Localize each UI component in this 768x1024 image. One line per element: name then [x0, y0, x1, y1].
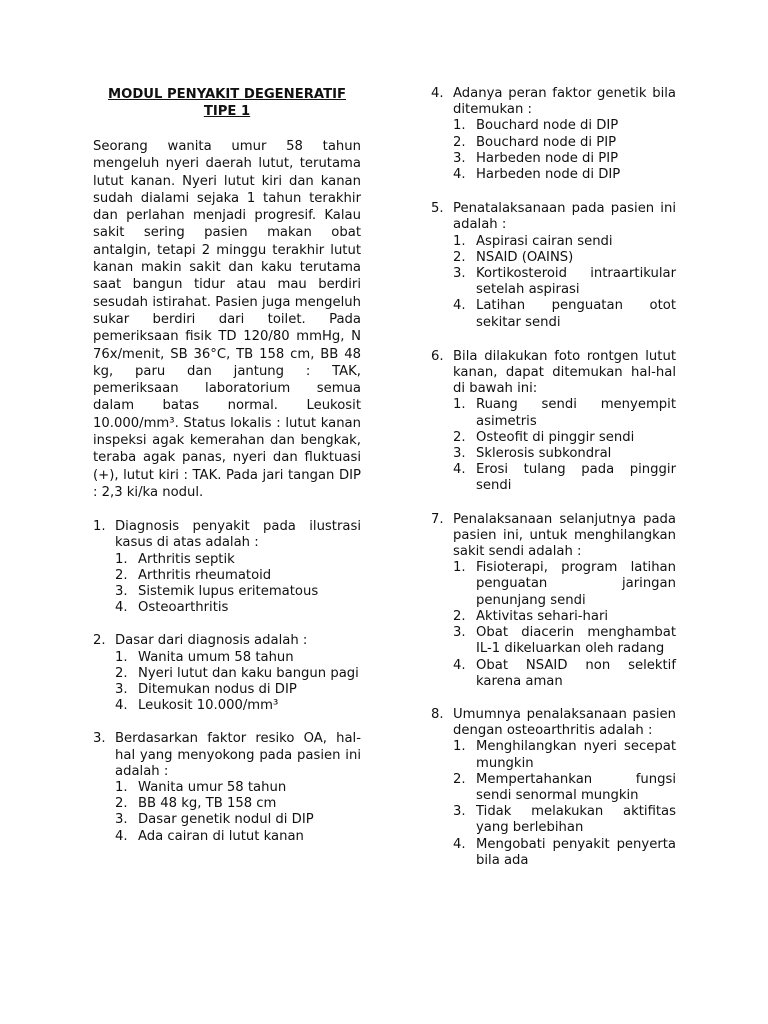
question-number: 6. [431, 348, 444, 364]
option-item: 4. Latihan penguatan otot sekitar sendi [453, 298, 676, 330]
option-text: Harbeden node di PIP [476, 150, 619, 166]
option-item: 3. Sistemik lupus eritematous [115, 584, 319, 600]
option-item: 1. Fisioterapi, program latihan penguatan jaringan penunjang sendi [453, 560, 676, 608]
option-item: 3. Harbeden node di PIP [453, 150, 619, 166]
question-number: 2. [93, 633, 106, 649]
question-number: 8. [431, 706, 444, 722]
option-text: Kortikosteroid intraartikular setelah aspirasi [476, 266, 676, 298]
question-stem: Umumnya penalaksanaan pasien dengan osteoarthritis adalah : [453, 706, 676, 739]
option-list [453, 739, 676, 869]
option-item: 4. Leukosit 10.000/mm³ [115, 698, 279, 714]
question-number: 5. [431, 201, 444, 217]
option-item: 3. Sklerosis subkondral [453, 446, 612, 462]
option-text: Obat diacerin menghambat IL-1 dikeluarkan oleh radang [476, 625, 676, 657]
option-item: 2. Aktivitas sehari-hari [453, 608, 609, 624]
option-text: Tidak melakukan aktifitas yang berlebihan [476, 804, 676, 836]
question-number: 7. [431, 511, 444, 527]
option-item: 1. Bouchard node di DIP [453, 118, 619, 134]
option-item: 1. Aspirasi cairan sendi [453, 233, 613, 249]
option-text: Leukosit 10.000/mm³ [138, 698, 279, 714]
option-text: Wanita umum 58 tahun [138, 649, 294, 665]
option-item: 4. Erosi tulang pada pinggir sendi [453, 462, 676, 494]
option-item: 1. Wanita umur 58 tahun [115, 780, 287, 796]
case-description: Seorang wanita umur 58 tahun mengeluh nyeri daerah lutut, terutama lutut kanan. Nyeri lutut kiri dan kanan sudah dialami sejaka 1 tahun terakhir dan perlahan menjadi progresif. Kalau sakit sering pasien makan obat antalgin, tetapi 2 minggu terakhir lutut kanan makin sakit dan kaku terutama saat bangun tidur atau mau berdiri sesudah istirahat. Pasien juga mengeluh sukar berdiri dari toilet. Pada pemeriksaan fisik TD 120/80 mmHg, N 76x/menit, SB 36°C, TB 158 cm, BB 48 kg, paru dan jantung : TAK, pemeriksaan laboratorium semua dalam batas normal. Leukosit 10.000/mm³. Status lokalis : lutut kanan inspeksi agak kemerahan dan bengkak, teraba agak panas, nyeri dan fluktuasi (+), lutut kiri : TAK. Pada jari tangan DIP : 2,3 ki/ka nodul. [93, 139, 361, 500]
option-text: Menghilangkan nyeri secepat mungkin [476, 739, 676, 771]
option-list [453, 560, 676, 690]
option-item: 2. Mempertahankan fungsi sendi senormal mungkin [453, 771, 676, 803]
option-text: Arthritis septik [138, 551, 235, 567]
option-item: 4. Mengobati penyakit penyerta bila ada [453, 836, 676, 868]
option-text: Fisioterapi, program latihan penguatan jaringan penunjang sendi [476, 560, 676, 608]
option-text: Obat NSAID non selektif karena aman [476, 657, 676, 689]
option-item: 2. Bouchard node di PIP [453, 134, 617, 150]
right-column [431, 86, 676, 869]
question-stem: Adanya peran faktor genetik bila ditemukan : [453, 86, 676, 118]
option-text: Ada cairan di lutut kanan [138, 828, 304, 844]
question-7 [431, 512, 676, 690]
option-item: 3. Tidak melakukan aktifitas yang berlebihan [453, 804, 676, 836]
question-2 [93, 633, 361, 714]
module-title: MODUL PENYAKIT DEGENERATIF TIPE 1 [108, 87, 346, 119]
option-text: NSAID (OAINS) [476, 249, 574, 265]
option-text: Ditemukan nodus di DIP [138, 682, 297, 698]
question-number: 1. [93, 519, 106, 535]
option-text: Mengobati penyakit penyerta bila ada [476, 836, 676, 868]
option-item: 3. Ditemukan nodus di DIP [115, 682, 297, 698]
option-list [115, 552, 361, 617]
question-number: 4. [431, 86, 444, 101]
option-item: 3. Kortikosteroid intraartikular setelah aspirasi [453, 266, 676, 298]
option-text: Bouchard node di DIP [476, 118, 619, 134]
option-item: 4. Harbeden node di DIP [453, 167, 621, 183]
option-list [453, 234, 676, 331]
option-text: Harbeden node di DIP [476, 167, 621, 183]
option-text: Osteoarthritis [138, 600, 229, 616]
option-text: Wanita umur 58 tahun [138, 780, 287, 796]
option-item: 2. Osteofit di pinggir sendi [453, 429, 635, 445]
question-4 [431, 86, 676, 183]
option-text: Aktivitas sehari-hari [476, 608, 609, 624]
option-text: Osteofit di pinggir sendi [476, 429, 635, 445]
option-list [453, 397, 676, 494]
question-number: 3. [93, 731, 106, 747]
question-5 [431, 201, 676, 331]
option-text: Dasar genetik nodul di DIP [138, 812, 314, 828]
option-list [453, 118, 676, 183]
option-text: BB 48 kg, TB 158 cm [138, 796, 277, 812]
option-item: 1. Ruang sendi menyempit asimetris [453, 397, 676, 429]
question-1 [93, 519, 361, 616]
question-3 [93, 731, 361, 844]
option-list [115, 780, 361, 845]
option-text: Mempertahankan fungsi sendi senormal mungkin [476, 771, 676, 803]
option-item: 1. Wanita umum 58 tahun [115, 649, 294, 665]
option-text: Sistemik lupus eritematous [138, 584, 319, 600]
option-text: Erosi tulang pada pinggir sendi [476, 462, 676, 494]
option-text: Sklerosis subkondral [476, 446, 612, 462]
question-stem: Berdasarkan faktor resiko OA, hal-hal yang menyokong pada pasien ini adalah : [115, 731, 361, 779]
option-item: 2. BB 48 kg, TB 158 cm [115, 796, 277, 812]
question-stem: Diagnosis penyakit pada ilustrasi kasus di atas adalah : [115, 519, 361, 551]
option-item: 2. NSAID (OAINS) [453, 249, 574, 265]
option-item: 3. Obat diacerin menghambat IL-1 dikeluarkan oleh radang [453, 625, 676, 657]
option-item: 3. Dasar genetik nodul di DIP [115, 812, 314, 828]
option-text: Bouchard node di PIP [476, 134, 617, 150]
option-item: 2. Arthritis rheumatoid [115, 567, 272, 583]
option-item: 1. Arthritis septik [115, 551, 235, 567]
option-text: Ruang sendi menyempit asimetris [476, 397, 676, 429]
question-stem: Penatalaksanaan pada pasien ini adalah : [453, 201, 676, 233]
question-stem: Bila dilakukan foto rontgen lutut kanan, dapat ditemukan hal-hal di bawah ini: [453, 348, 676, 397]
question-8 [431, 707, 676, 869]
question-6 [431, 349, 676, 495]
option-text: Arthritis rheumatoid [138, 567, 272, 583]
option-text: Nyeri lutut dan kaku bangun pagi [138, 665, 359, 681]
option-item: 1. Menghilangkan nyeri secepat mungkin [453, 739, 676, 771]
question-stem: Dasar dari diagnosis adalah : [115, 633, 308, 649]
option-text: Latihan penguatan otot sekitar sendi [476, 298, 676, 330]
option-item: 4. Obat NSAID non selektif karena aman [453, 657, 676, 689]
option-item: 4. Osteoarthritis [115, 600, 229, 616]
left-column [93, 86, 361, 861]
option-text: Aspirasi cairan sendi [476, 233, 613, 249]
option-list [115, 650, 361, 715]
option-item: 2. Nyeri lutut dan kaku bangun pagi [115, 665, 359, 681]
question-stem: Penalaksanaan selanjutnya pada pasien ini, untuk menghilangkan sakit sendi adalah : [453, 511, 676, 560]
option-item: 4. Ada cairan di lutut kanan [115, 828, 304, 844]
